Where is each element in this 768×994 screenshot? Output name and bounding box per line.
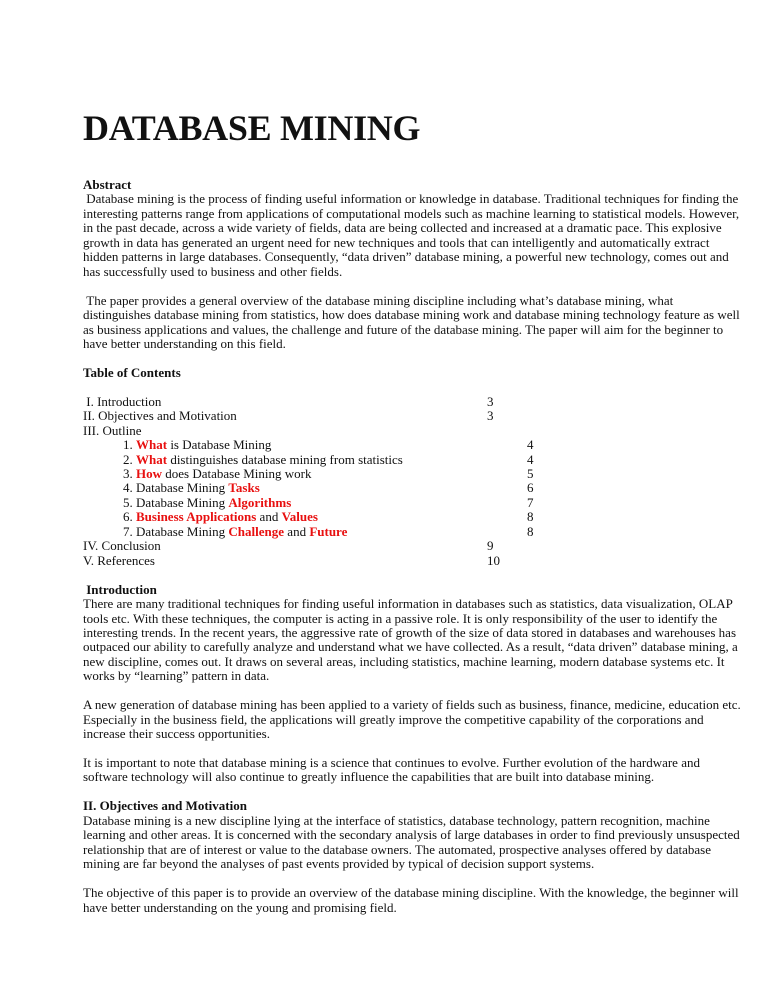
introduction-paragraph-3: It is important to note that database mining is a science that continues to evolve. Further evolution of the hardware and software technology will also continue to greatly influence the capabilities that are built into database mining.: [83, 755, 700, 785]
introduction-paragraph-1: There are many traditional techniques for finding useful information in databases such as statistics, data visualization, OLAP tools etc. With these techniques, the computer is acting in a passive role. It is only responsibility of the user to identify the interesting trends. In the recent years, the aggressive rate of growth of the size of data stored in databases and warehouses has outpaced our ability to carefully analyze and understand what we have collected. As a result, “data driven” database mining, a new discipline, comes out. It draws on several areas, including statistics, machine learning, modern database systems etc. It works by “learning” pattern in data.: [83, 596, 738, 684]
toc-entry: [83, 554, 743, 568]
toc-page-number: 5: [527, 466, 534, 482]
abstract-paragraph-1: Database mining is the process of finding useful information or knowledge in database. Traditional techniques for finding the interesting patterns range from applications of computational models such as machine learning to statistical models. However, in the past decade, across a wide variety of fields, data are being collected and increased at a dramatic pace. This explosive growth in data has generated an urgent need for new techniques and tools that can intelligently and automatically extract hidden patterns in large databases. Consequently, “data driven” database mining, a powerful new technology, comes out and has successfully used to business and other fields.: [83, 191, 740, 279]
toc-text: 4. Database Mining: [123, 480, 229, 496]
toc-highlight: Future: [309, 523, 348, 539]
toc-text: I. Introduction: [83, 393, 162, 409]
abstract-paragraph-2: The paper provides a general overview of the database mining discipline including what’s database mining, what distinguishes database mining from statistics, how does database mining work and database mining technology feature as well as business applications and values, the challenge and future of the database mining. The paper will aim for the beginner to have better understanding on this field.: [83, 292, 740, 351]
toc-heading: Table of Contents: [83, 364, 181, 380]
toc-text: does Database Mining work: [162, 466, 312, 482]
toc-text: IV. Conclusion: [83, 538, 161, 554]
toc-entry-label: [83, 453, 523, 467]
toc-highlight: Algorithms: [228, 494, 292, 510]
toc-highlight: What: [136, 437, 168, 453]
toc-entry-label: [83, 424, 483, 438]
introduction-heading: Introduction: [83, 581, 157, 597]
toc-page-number: 9: [487, 538, 494, 554]
toc-text: 3.: [123, 466, 136, 482]
toc-entry: [83, 467, 743, 481]
toc-entry: [83, 510, 743, 524]
toc-page-number: [483, 424, 487, 438]
toc-text: II. Objectives and Motivation: [83, 408, 237, 424]
introduction-section: [83, 583, 743, 785]
toc-page-number: 4: [527, 451, 534, 467]
toc-highlight: Values: [281, 509, 318, 525]
abstract-section: [83, 178, 743, 351]
toc-highlight: What: [136, 451, 168, 467]
toc-page-number: 10: [487, 552, 500, 568]
toc-page-number: 6: [527, 480, 534, 496]
abstract-heading: Abstract: [83, 177, 132, 192]
toc-entry-label: [83, 395, 483, 409]
toc-entry-label: [83, 525, 523, 539]
toc-text: 2.: [123, 451, 136, 467]
toc-text: V. References: [83, 552, 155, 568]
toc-section: [83, 366, 743, 568]
toc-entry: [83, 496, 743, 510]
toc-page-number: 3: [487, 408, 494, 424]
toc-highlight: Tasks: [228, 480, 260, 496]
document-title: [83, 108, 743, 148]
toc-text: 7. Database Mining: [123, 523, 229, 539]
toc-page-number: 8: [527, 523, 534, 539]
toc-entry-label: [83, 481, 523, 495]
toc-entry: [83, 481, 743, 495]
toc-entry: [83, 409, 743, 423]
objectives-heading: II. Objectives and Motivation: [83, 798, 247, 814]
toc-entry-label: [83, 510, 523, 524]
toc-text: and: [256, 509, 282, 525]
toc-text: 6.: [123, 509, 136, 525]
title-text: DATABASE MINING: [83, 108, 421, 148]
toc-list: [83, 395, 743, 568]
toc-text: 1.: [123, 437, 136, 453]
introduction-paragraph-2: A new generation of database mining has been applied to a variety of fields such as business, finance, medicine, education etc. Especially in the business field, the applications will greatly improve the competitive capability of the corporations and increase their success opportunities.: [83, 697, 741, 742]
toc-highlight: Challenge: [228, 523, 285, 539]
toc-entry-label: [83, 539, 483, 553]
toc-text: III. Outline: [83, 422, 142, 438]
toc-text: 5. Database Mining: [123, 494, 229, 510]
objectives-section: [83, 799, 743, 915]
toc-page-number: 4: [527, 437, 534, 453]
objectives-paragraph-2: The objective of this paper is to provide an overview of the database mining discipline. With the knowledge, the beginner will have better understanding on the young and promising field.: [83, 885, 739, 915]
toc-entry-label: [83, 554, 483, 568]
toc-entry: [83, 438, 743, 452]
toc-page-number: 7: [527, 494, 534, 510]
toc-entry: [83, 395, 743, 409]
toc-text: is Database Mining: [167, 437, 272, 453]
toc-entry: [83, 525, 743, 539]
toc-entry: [83, 539, 743, 553]
toc-page-number: 3: [487, 393, 494, 409]
toc-entry-label: [83, 409, 483, 423]
toc-highlight: How: [136, 466, 162, 482]
toc-entry-label: [83, 496, 523, 510]
toc-entry-label: [83, 438, 523, 452]
toc-page-number: 8: [527, 509, 534, 525]
toc-highlight: Business Applications: [136, 509, 257, 525]
objectives-paragraph-1: Database mining is a new discipline lying at the interface of statistics, database technology, pattern recognition, machine learning and other areas. It is concerned with the secondary analysis of large databases in order to find previously unsuspected relationship that are of interest or value to the database owners. The automated, prospective analyses offered by database mining are far beyond the analyses of past events provided by typical of decision support systems.: [83, 812, 740, 872]
toc-text: distinguishes database mining from statistics: [167, 451, 403, 467]
toc-entry: [83, 424, 743, 438]
toc-entry: [83, 453, 743, 467]
toc-text: and: [284, 523, 310, 539]
toc-entry-label: [83, 467, 523, 481]
